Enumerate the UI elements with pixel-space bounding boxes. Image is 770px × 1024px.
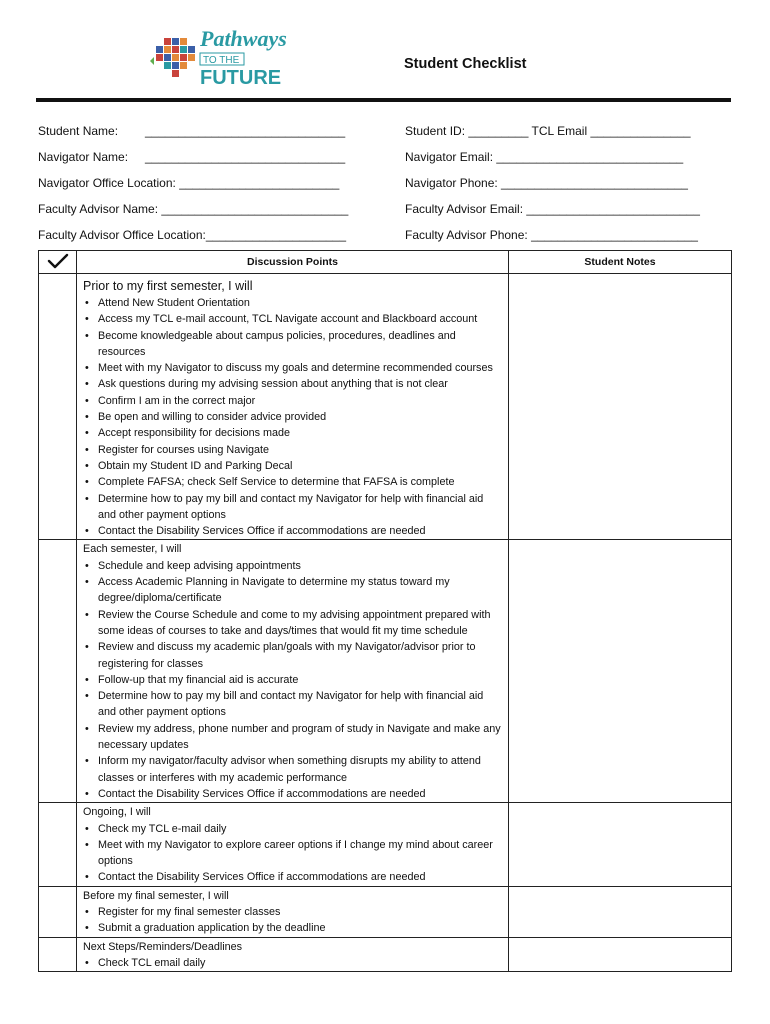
checkmark-icon — [47, 253, 69, 269]
list-item: • Attend New Student Orientation — [83, 295, 504, 311]
student-notes-cell[interactable] — [509, 274, 732, 540]
student-id-email-field[interactable]: Student ID: _________ TCL Email _______________ — [405, 124, 691, 138]
list-item: • Review the Course Schedule and come to my advising appointment prepared with some ideas of courses to take and days/times that would fit my time schedule — [83, 607, 504, 640]
navigator-name-field[interactable]: ______________________________ — [145, 150, 346, 164]
check-cell[interactable] — [39, 274, 77, 540]
check-column-header — [39, 251, 77, 274]
bullet-list — [83, 904, 504, 937]
list-item: • Inform my navigator/faculty advisor when something disrupts my ability to attend classes or interferes with my academic performance — [83, 753, 504, 786]
pathways-logo — [150, 24, 300, 90]
table-row — [39, 540, 732, 803]
list-item: • Determine how to pay my bill and contact my Navigator for help with financial aid and other payment options — [83, 688, 504, 721]
bullet-list — [83, 558, 504, 802]
list-item: • Complete FAFSA; check Self Service to determine that FAFSA is complete — [83, 474, 504, 490]
list-item: • Access Academic Planning in Navigate to determine my status toward my degree/diploma/certificate — [83, 574, 504, 607]
logo-future-text: FUTURE — [200, 67, 282, 89]
table-row — [39, 886, 732, 937]
section-heading: Prior to my first semester, I will — [83, 279, 253, 293]
student-name-label: Student Name: — [38, 124, 119, 138]
bullet-list — [83, 821, 504, 886]
discussion-cell — [77, 540, 509, 803]
check-cell[interactable] — [39, 540, 77, 803]
bullet-list — [83, 955, 504, 971]
section-heading: Next Steps/Reminders/Deadlines — [83, 940, 243, 953]
discussion-cell — [77, 803, 509, 886]
discussion-cell — [77, 886, 509, 937]
list-item: • Review and discuss my academic plan/goals with my Navigator/advisor prior to registering for classes — [83, 639, 504, 672]
list-item: • Review my address, phone number and program of study in Navigate and make any necessary updates — [83, 721, 504, 754]
table-row — [39, 803, 732, 886]
bullet-list — [83, 295, 504, 539]
navigator-name-label: Navigator Name: — [38, 150, 129, 164]
list-item: • Follow-up that my financial aid is accurate — [83, 672, 504, 688]
discussion-cell — [77, 937, 509, 972]
list-item: • Contact the Disability Services Office if accommodations are needed — [83, 786, 504, 802]
list-item: • Check my TCL e-mail daily — [83, 821, 504, 837]
section-heading: Each semester, I will — [83, 543, 182, 556]
list-item: • Register for my final semester classes — [83, 904, 504, 920]
list-item: • Register for courses using Navigate — [83, 442, 504, 458]
student-name-field[interactable]: ______________________________ — [145, 124, 346, 138]
navigator-phone-field[interactable]: Navigator Phone: ____________________________ — [405, 176, 688, 190]
faculty-office-field[interactable]: Faculty Advisor Office Location:_____________________ — [38, 228, 347, 242]
list-item: • Be open and willing to consider advice provided — [83, 409, 504, 425]
list-item: • Submit a graduation application by the deadline — [83, 920, 504, 936]
discussion-points-header: Discussion Points — [77, 251, 509, 274]
section-heading: Before my final semester, I will — [83, 889, 229, 902]
list-item: • Meet with my Navigator to discuss my goals and determine recommended courses — [83, 360, 504, 376]
check-cell[interactable] — [39, 937, 77, 972]
page-title: Student Checklist — [404, 56, 527, 72]
list-item: • Become knowledgeable about campus policies, procedures, deadlines and resources — [83, 328, 504, 361]
pathways-logo-graphic — [150, 24, 300, 90]
student-notes-cell[interactable] — [509, 937, 732, 972]
list-item: • Check TCL email daily — [83, 955, 504, 971]
list-item: • Obtain my Student ID and Parking Decal — [83, 458, 504, 474]
table-row — [39, 274, 732, 540]
list-item: • Contact the Disability Services Office if accommodations are needed — [83, 869, 504, 885]
table-row — [39, 937, 732, 972]
list-item: • Accept responsibility for decisions made — [83, 425, 504, 441]
list-item: • Contact the Disability Services Office if accommodations are needed — [83, 523, 504, 539]
check-cell[interactable] — [39, 886, 77, 937]
table-header-row — [39, 251, 732, 274]
logo-pathways-text: Pathways — [200, 26, 287, 51]
faculty-phone-field[interactable]: Faculty Advisor Phone: _________________________ — [405, 228, 698, 242]
navigator-email-field[interactable]: Navigator Email: ____________________________ — [405, 150, 684, 164]
navigator-office-field[interactable]: Navigator Office Location: ________________________ — [38, 176, 340, 190]
list-item: • Determine how to pay my bill and contact my Navigator for help with financial aid and other payment options — [83, 491, 504, 524]
student-notes-cell[interactable] — [509, 540, 732, 803]
list-item: • Meet with my Navigator to explore career options if I change my mind about career options — [83, 837, 504, 870]
discussion-cell — [77, 274, 509, 540]
logo-tothe-text: TO THE — [203, 55, 240, 66]
section-heading: Ongoing, I will — [83, 806, 151, 819]
check-cell[interactable] — [39, 803, 77, 886]
checklist-table — [38, 250, 732, 972]
student-notes-cell[interactable] — [509, 886, 732, 937]
faculty-email-field[interactable]: Faculty Advisor Email: __________________________ — [405, 202, 700, 216]
title-divider — [36, 98, 731, 102]
student-notes-header: Student Notes — [509, 251, 732, 274]
list-item: • Access my TCL e-mail account, TCL Navigate account and Blackboard account — [83, 311, 504, 327]
list-item: • Ask questions during my advising session about anything that is not clear — [83, 376, 504, 392]
list-item: • Confirm I am in the correct major — [83, 393, 504, 409]
list-item: • Schedule and keep advising appointments — [83, 558, 504, 574]
faculty-name-field[interactable]: Faculty Advisor Name: ____________________________ — [38, 202, 349, 216]
student-notes-cell[interactable] — [509, 803, 732, 886]
